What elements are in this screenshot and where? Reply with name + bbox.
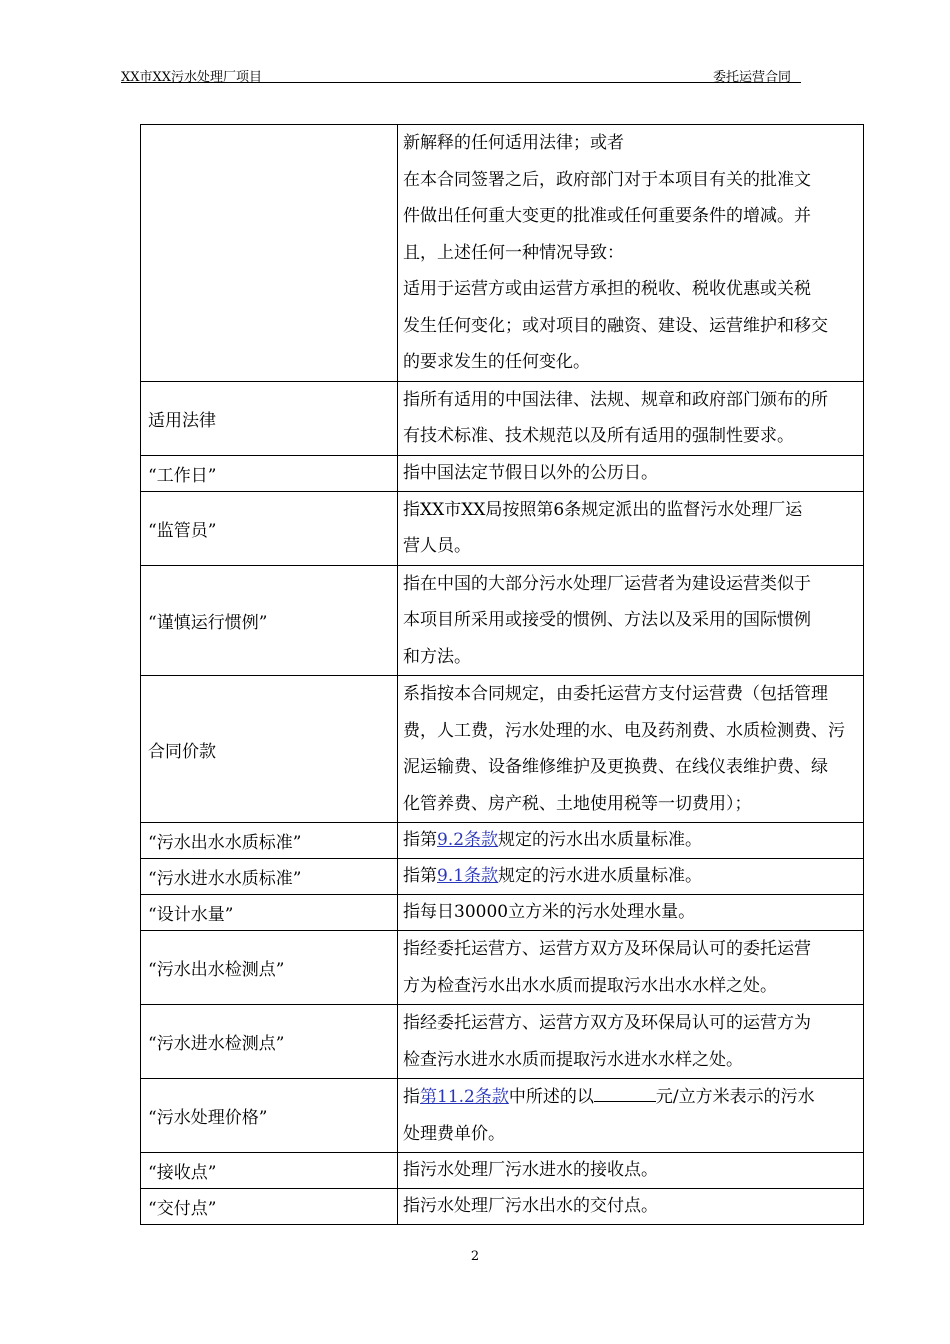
definition-line: 新解释的任何适用法律；或者 — [403, 133, 624, 153]
clause-link[interactable]: 第11.2条款 — [420, 1087, 509, 1107]
definition-line: 化管养费、房产税、土地使用税等一切费用）； — [403, 793, 752, 814]
definition-text: 规定的污水进水质量标准。 — [498, 866, 703, 886]
definition-line: 指在中国的大部分污水处理厂运营者为建设运营类似于 — [403, 573, 811, 594]
definition-line: 适用于运营方或由运营方承担的税收、税收优惠或关税 — [403, 279, 811, 299]
definition-text: 指第 — [403, 866, 437, 886]
term-cell: 合同价款 — [141, 676, 398, 823]
price-blank-field[interactable] — [594, 1087, 656, 1102]
clause-link[interactable]: 9.1条款 — [437, 866, 499, 886]
definition-cell — [398, 1189, 864, 1225]
definition-line: 和方法。 — [403, 646, 471, 667]
table-row — [141, 1189, 864, 1225]
definition-line: 泥运输费、设备维修维护及更换费、在线仪表维护费、绿 — [403, 757, 828, 777]
table-row — [141, 455, 864, 491]
term-cell: “监管员” — [141, 491, 398, 565]
table-row — [141, 125, 864, 382]
definition-cell — [398, 455, 864, 491]
table-row — [141, 823, 864, 859]
definition-text: 规定的污水出水质量标准。 — [498, 830, 703, 850]
term-cell: “污水进水检测点” — [141, 1005, 398, 1079]
definition-line: 有技术标准、技术规范以及所有适用的强制性要求。 — [403, 426, 794, 446]
definition-line: 指每日30000立方米的污水处理水量。 — [403, 902, 696, 922]
table-row — [141, 381, 864, 455]
definition-cell — [398, 676, 864, 823]
term-cell: “污水处理价格” — [141, 1079, 398, 1153]
definition-cell — [398, 859, 864, 895]
definition-cell — [398, 381, 864, 455]
table-row — [141, 895, 864, 931]
definition-text: 中所述的以 — [508, 1087, 594, 1107]
table-row — [141, 676, 864, 823]
definition-line: 系指按本合同规定，由委托运营方支付运营费（包括管理 — [403, 684, 828, 704]
table-row — [141, 1079, 864, 1153]
table-row — [141, 565, 864, 676]
definition-line: 指经委托运营方、运营方双方及环保局认可的运营方为 — [403, 1013, 811, 1033]
table-row — [141, 1153, 864, 1189]
definition-line: 的要求发生的任何变化。 — [403, 352, 590, 372]
definition-cell — [398, 565, 864, 676]
definition-cell — [398, 491, 864, 565]
definition-cell — [398, 1153, 864, 1189]
definition-text: 指第 — [403, 830, 437, 850]
header-rule — [121, 82, 801, 83]
term-cell: “工作日” — [141, 455, 398, 491]
definition-line: 且，上述任何一种情况导致： — [403, 242, 624, 263]
definition-line — [403, 859, 858, 894]
table-row — [141, 491, 864, 565]
definition-cell — [398, 125, 864, 382]
page-number: 2 — [470, 1249, 480, 1264]
definition-line: 方为检查污水出水水质而提取污水出水水样之处。 — [403, 975, 777, 996]
definition-line: 指污水处理厂污水进水的接收点。 — [403, 1160, 658, 1180]
table-row — [141, 931, 864, 1005]
definition-line: 件做出任何重大变更的批准或任何重要条件的增减。并 — [403, 206, 811, 226]
term-cell: “污水出水检测点” — [141, 931, 398, 1005]
definition-line: 指XX市XX局按照第6条规定派出的监督污水处理厂运 — [403, 499, 803, 520]
definition-line: 指所有适用的中国法律、法规、规章和政府部门颁布的所 — [403, 389, 828, 410]
definition-line: 营人员。 — [403, 536, 471, 556]
definition-cell — [398, 1079, 864, 1153]
clause-link[interactable]: 9.2条款 — [437, 830, 499, 850]
term-cell — [141, 125, 398, 382]
definition-line: 处理费单价。 — [403, 1123, 505, 1144]
definition-line: 发生任何变化；或对项目的融资、建设、运营维护和移交 — [403, 315, 828, 336]
definition-line: 费，人工费，污水处理的水、电及药剂费、水质检测费、污 — [403, 720, 845, 741]
definition-text: 指 — [403, 1087, 420, 1107]
term-cell: “设计水量” — [141, 895, 398, 931]
term-cell: 适用法律 — [141, 381, 398, 455]
definition-line: 在本合同签署之后，政府部门对于本项目有关的批准文 — [403, 169, 811, 190]
header-project-title: XX市XX污水处理厂项目 — [121, 70, 263, 85]
term-cell: “污水进水水质标准” — [141, 859, 398, 895]
term-cell: “接收点” — [141, 1153, 398, 1189]
definition-line: 指中国法定节假日以外的公历日。 — [403, 462, 658, 483]
definition-cell — [398, 931, 864, 1005]
definition-line: 指污水处理厂污水出水的交付点。 — [403, 1196, 658, 1216]
definition-cell — [398, 823, 864, 859]
term-cell: “谨慎运行惯例” — [141, 565, 398, 676]
definition-line: 本项目所采用或接受的惯例、方法以及采用的国际惯例 — [403, 610, 811, 630]
definition-line: 指经委托运营方、运营方双方及环保局认可的委托运营 — [403, 939, 811, 959]
definition-text: 元/立方米表示的污水 — [655, 1087, 815, 1107]
definition-line — [403, 823, 858, 858]
table-row — [141, 1005, 864, 1079]
definition-cell — [398, 895, 864, 931]
term-cell: “污水出水水质标准” — [141, 823, 398, 859]
definitions-table — [140, 124, 864, 1225]
definition-line — [403, 1079, 858, 1116]
definition-line: 检查污水进水水质而提取污水进水水样之处。 — [403, 1049, 743, 1070]
header-document-title: 委托运营合同 — [713, 70, 792, 85]
table-row — [141, 859, 864, 895]
definition-cell — [398, 1005, 864, 1079]
term-cell: “交付点” — [141, 1189, 398, 1225]
